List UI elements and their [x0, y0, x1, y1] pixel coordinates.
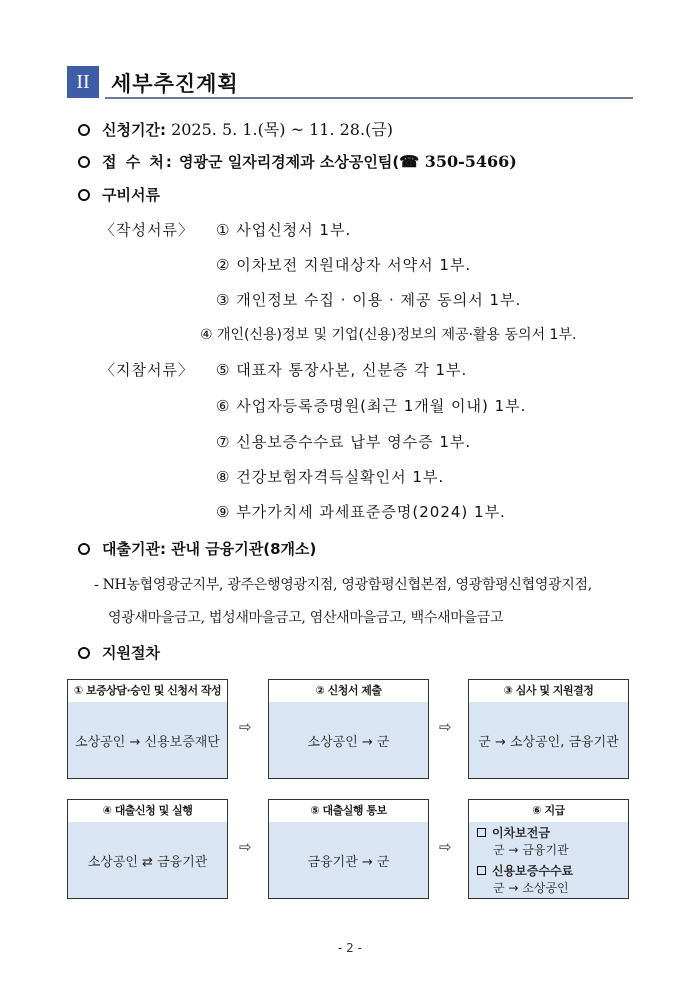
checkbox-square-icon: [477, 866, 486, 875]
step-title: ③ 심사 및 지원결정: [469, 680, 628, 702]
step-body: 소상공인 ⇄ 금융기관: [87, 855, 208, 870]
payment-flow-interest: 군 → 금융기관: [493, 843, 569, 857]
section-divider: [105, 97, 633, 99]
procedure-step-2: [268, 679, 429, 779]
doc-item-6: ⑥ 사업자등록증명원(최근 1개월 이내) 1부.: [216, 397, 527, 415]
step-body: 금융기관 → 군: [307, 855, 390, 870]
lenders-list-line-1: - NH농협영광군지부, 광주은행영광지점, 영광함평신협본점, 영광함평신협영광지점,: [94, 577, 592, 593]
doc-item-5: 〈지참서류〉 ⑤ 대표자 통장사본, 신분증 각 1부.: [100, 361, 468, 379]
section-number-badge: II: [67, 66, 99, 98]
reception-label: 접 수 처:: [102, 153, 174, 171]
reception-phone: 350-5466): [419, 152, 517, 171]
lenders-value: 관내 금융기관(8개소): [171, 540, 317, 558]
section-title: 세부추진계획: [111, 72, 239, 96]
step-body: 군 → 소상공인, 금융기관: [478, 735, 619, 750]
procedure-step-1: [67, 679, 228, 779]
checkbox-square-icon: [477, 828, 486, 837]
doc-item-1: 〈작성서류〉 ① 사업신청서 1부.: [100, 221, 352, 239]
doc-item-3: ③ 개인정보 수집 · 이용 · 제공 동의서 1부.: [216, 291, 522, 309]
right-arrow-icon: ⇨: [439, 838, 452, 856]
procedure-step-4: [67, 799, 228, 899]
circle-bullet-icon: [78, 124, 90, 136]
step-title: ⑥ 지급: [469, 800, 628, 822]
step-body: 소상공인 → 신용보증재단: [75, 735, 220, 750]
doc-item-8: ⑧ 건강보험자격득실확인서 1부.: [216, 468, 445, 486]
payment-item-guarantee-fee: 신용보증수수료: [477, 863, 628, 880]
procedure-step-5: [268, 799, 429, 899]
procedure-step-6: [468, 799, 629, 899]
right-arrow-icon: ⇨: [239, 838, 252, 856]
page-number: - 2 -: [338, 941, 362, 955]
lenders: [78, 538, 316, 559]
right-arrow-icon: ⇨: [439, 718, 452, 736]
circle-bullet-icon: [78, 156, 90, 168]
application-period-value: 2025. 5. 1.(목) ~ 11. 28.(금): [171, 120, 394, 139]
step-title: ① 보증상담·승인 및 신청서 작성: [68, 680, 227, 702]
payment-item-interest: 이차보전금: [477, 825, 628, 842]
doc-item-4: ④ 개인(신용)정보 및 기업(신용)정보의 제공·활용 동의서 1부.: [200, 327, 577, 343]
step-title: ⑤ 대출실행 통보: [269, 800, 428, 822]
reference-docs-label: 〈지참서류〉: [100, 361, 194, 379]
documents-heading: 구비서류: [78, 184, 160, 205]
application-period: [78, 117, 393, 140]
step-title: ④ 대출신청 및 실행: [68, 800, 227, 822]
lenders-list-line-2: 영광새마을금고, 법성새마을금고, 염산새마을금고, 백수새마을금고: [108, 610, 504, 626]
payment-flow-guarantee-fee: 군 → 소상공인: [493, 881, 569, 895]
step-title: ② 신청서 제출: [269, 680, 428, 702]
phone-icon: ☎: [399, 152, 420, 171]
application-period-label: 신청기간:: [102, 121, 166, 139]
circle-bullet-icon: [78, 189, 90, 201]
written-docs-label: 〈작성서류〉: [100, 221, 194, 239]
doc-item-9: ⑨ 부가가치세 과세표준증명(2024) 1부.: [216, 503, 506, 521]
lenders-label: 대출기관:: [102, 540, 166, 558]
reception-value: 영광군 일자리경제과 소상공인팀(: [179, 153, 400, 171]
doc-item-7: ⑦ 신용보증수수료 납부 영수증 1부.: [216, 433, 472, 451]
reception: [78, 151, 517, 172]
procedure-step-3: [468, 679, 629, 779]
section-header: [67, 66, 633, 100]
doc-item-2: ② 이차보전 지원대상자 서약서 1부.: [216, 256, 472, 274]
circle-bullet-icon: [78, 543, 90, 555]
right-arrow-icon: ⇨: [239, 718, 252, 736]
step-body: [469, 822, 628, 899]
circle-bullet-icon: [78, 647, 90, 659]
step-body: 소상공인 → 군: [307, 735, 390, 750]
procedure-heading: 지원절차: [78, 642, 160, 663]
